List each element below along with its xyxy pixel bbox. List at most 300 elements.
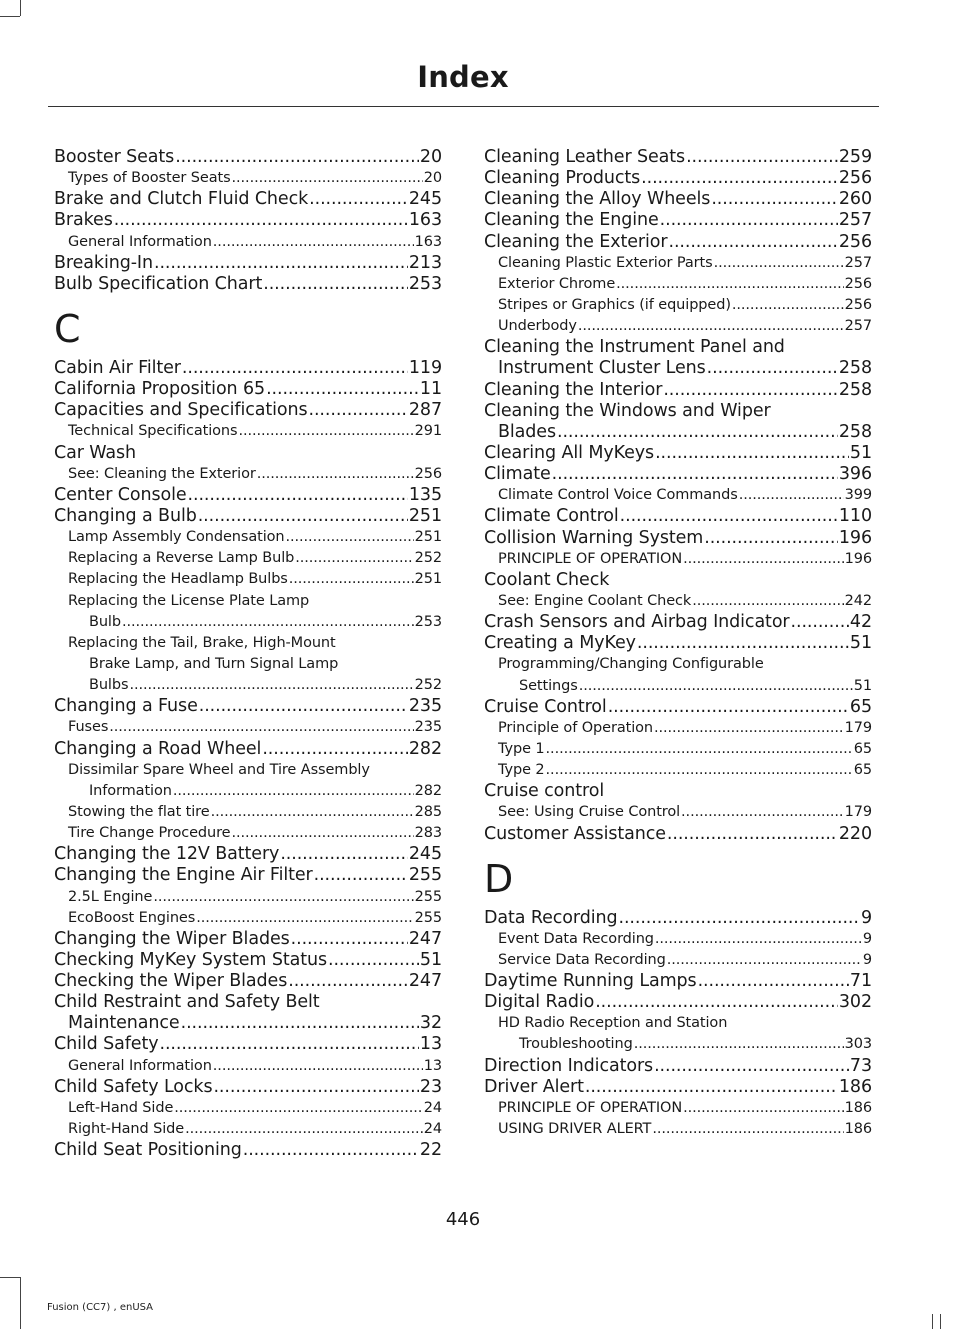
index-entry-page: 9 xyxy=(862,930,872,947)
index-entry-page: 253 xyxy=(408,273,442,294)
index-entry xyxy=(484,422,872,443)
index-entry-page: 291 xyxy=(414,423,442,440)
index-entry xyxy=(484,1119,872,1140)
index-entry-page: 23 xyxy=(419,1076,442,1097)
index-entry xyxy=(54,781,442,802)
dot-leader xyxy=(668,232,837,253)
index-entry xyxy=(54,908,442,929)
index-entry-text: Bulb Specification Chart xyxy=(54,273,263,294)
index-entry-text: Cruise Control xyxy=(484,696,607,717)
index-entry-page: 20 xyxy=(423,170,442,187)
dot-leader xyxy=(286,527,414,548)
index-entry-page: 51 xyxy=(849,442,872,463)
index-entry xyxy=(54,1034,442,1055)
dot-leader xyxy=(652,1119,843,1140)
dot-leader xyxy=(263,274,408,295)
dot-leader xyxy=(291,929,408,950)
index-entry-page: 51 xyxy=(419,949,442,970)
dot-leader xyxy=(175,147,419,168)
index-entry xyxy=(484,633,872,654)
index-entry-page: 20 xyxy=(419,147,442,167)
dot-leader xyxy=(585,1077,838,1098)
index-entry-page: 220 xyxy=(838,823,872,844)
index-entry-text: Changing the Engine Air Filter xyxy=(54,865,313,886)
index-entry-text: Replacing the License Plate Lamp xyxy=(68,592,310,609)
index-entry-page: 186 xyxy=(844,1099,872,1116)
dot-leader xyxy=(683,549,844,570)
index-entry-text: Stowing the flat tire xyxy=(68,803,210,820)
dot-leader xyxy=(557,422,838,443)
index-entry-page: 9 xyxy=(862,951,872,968)
index-entry-text: Instrument Cluster Lens xyxy=(498,358,706,379)
dot-leader xyxy=(654,1056,849,1077)
index-entry-page: 186 xyxy=(844,1121,872,1138)
index-entry-text: Digital Radio xyxy=(484,992,595,1013)
index-entry xyxy=(484,697,872,718)
index-column-right xyxy=(484,147,872,1140)
index-entry-text: Replacing the Tail, Brake, High-Mount xyxy=(68,634,336,651)
index-entry-text: Data Recording xyxy=(484,907,618,928)
index-entry-text: Replacing a Reverse Lamp Bulb xyxy=(68,550,295,567)
index-entry-page: 196 xyxy=(844,550,872,567)
index-entry-page: 24 xyxy=(423,1121,442,1138)
crop-mark-top-left-h xyxy=(0,16,20,17)
index-entry-text: Blades xyxy=(498,421,556,442)
index-entry xyxy=(54,400,442,421)
index-entry-page: 13 xyxy=(423,1057,442,1074)
index-entry-text: Booster Seats xyxy=(54,147,175,167)
index-entry xyxy=(484,485,872,506)
index-entry xyxy=(54,1098,442,1119)
index-entry xyxy=(54,506,442,527)
section-letter: D xyxy=(484,856,514,901)
index-entry-page: 186 xyxy=(838,1076,872,1097)
dot-leader xyxy=(655,929,862,950)
index-entry-page: 258 xyxy=(838,379,872,400)
dot-leader xyxy=(196,908,413,929)
index-entry-text: Coolant Check xyxy=(484,569,610,590)
index-entry-text: Climate Control xyxy=(484,506,619,527)
dot-leader xyxy=(683,1098,844,1119)
index-entry xyxy=(54,844,442,865)
index-entry xyxy=(54,1013,442,1034)
index-entry-text: Cleaning the Interior xyxy=(484,379,663,400)
index-entry xyxy=(484,971,872,992)
index-entry-page: 245 xyxy=(408,844,442,865)
index-entry-text: Technical Specifications xyxy=(68,423,238,440)
index-entry xyxy=(484,1077,872,1098)
index-entry xyxy=(484,232,872,253)
index-entry-text: See: Cleaning the Exterior xyxy=(68,465,256,482)
dot-leader xyxy=(641,168,838,189)
dot-leader xyxy=(663,380,838,401)
index-entry-text: Cleaning the Alloy Wheels xyxy=(484,189,711,210)
index-entry xyxy=(54,591,442,612)
index-entry-text: Changing a Fuse xyxy=(54,696,198,717)
index-entry-page: 24 xyxy=(423,1099,442,1116)
index-entry-page: 51 xyxy=(849,633,872,654)
index-entry-text: Cleaning Plastic Exterior Parts xyxy=(498,254,713,271)
index-entry-page: 251 xyxy=(414,571,442,588)
index-entry-page: 303 xyxy=(844,1036,872,1053)
index-entry xyxy=(484,591,872,612)
index-entry xyxy=(484,253,872,274)
index-entry xyxy=(54,696,442,717)
dot-leader xyxy=(309,400,408,421)
index-entry-page: 257 xyxy=(844,254,872,271)
index-entry xyxy=(54,443,442,464)
index-entry-page: 255 xyxy=(414,888,442,905)
crop-mark-bottom-right-v1 xyxy=(932,1314,933,1329)
index-entry-text: Collision Warning System xyxy=(484,527,704,548)
index-entry-text: Maintenance xyxy=(68,1013,180,1034)
title-divider xyxy=(48,106,879,107)
index-entry xyxy=(484,464,872,485)
index-entry-text: Cabin Air Filter xyxy=(54,357,181,378)
index-entry-text: Principle of Operation xyxy=(498,719,653,736)
crop-mark-bottom-left-v xyxy=(20,1277,21,1329)
index-entry-page: 247 xyxy=(408,928,442,949)
dot-leader xyxy=(739,485,844,506)
index-entry-page: 252 xyxy=(414,550,442,567)
index-entry xyxy=(484,718,872,739)
index-entry-page: 73 xyxy=(849,1055,872,1076)
dot-leader xyxy=(257,464,414,485)
index-entry xyxy=(484,295,872,316)
index-entry-page: 256 xyxy=(838,168,872,189)
index-entry-text: Brakes xyxy=(54,210,113,231)
dot-leader xyxy=(238,421,413,442)
dot-leader xyxy=(309,189,408,210)
index-entry xyxy=(54,379,442,400)
index-entry xyxy=(54,739,442,760)
dot-leader xyxy=(608,697,849,718)
dot-leader xyxy=(595,992,838,1013)
index-entry xyxy=(54,654,442,675)
index-entry xyxy=(54,992,442,1013)
index-entry-text: Type 2 xyxy=(498,762,545,779)
index-entry-page: 213 xyxy=(408,252,442,273)
index-entry xyxy=(54,1056,442,1077)
index-entry-text: California Proposition 65 xyxy=(54,379,266,400)
index-entry-text: Clearing All MyKeys xyxy=(484,442,655,463)
index-entry-page: 65 xyxy=(849,696,872,717)
footer-doc-id: Fusion (CC7) , enUSA xyxy=(47,1302,154,1313)
index-entry-text: Service Data Recording xyxy=(498,951,666,968)
dot-leader xyxy=(173,781,414,802)
dot-leader xyxy=(174,1098,422,1119)
index-entry-page: 282 xyxy=(414,782,442,799)
index-entry-text: PRINCIPLE OF OPERATION xyxy=(498,1099,683,1116)
index-entry-text: Changing a Bulb xyxy=(54,505,197,526)
dot-leader xyxy=(159,1034,418,1055)
index-entry xyxy=(54,358,442,379)
index-entry xyxy=(54,950,442,971)
index-entry xyxy=(54,823,442,844)
index-entry-page: 51 xyxy=(853,677,872,694)
index-entry xyxy=(484,739,872,760)
index-entry-text: Dissimilar Spare Wheel and Tire Assembly xyxy=(68,761,370,778)
index-entry-page: 258 xyxy=(838,421,872,442)
index-entry-text: Car Wash xyxy=(54,442,137,463)
index-entry-page: 163 xyxy=(408,210,442,231)
dot-leader xyxy=(114,210,408,231)
index-entry xyxy=(484,781,872,802)
dot-leader xyxy=(732,295,844,316)
index-entry xyxy=(484,337,872,358)
index-entry-page: 256 xyxy=(844,296,872,313)
index-entry-text: Types of Booster Seats xyxy=(68,170,231,187)
dot-leader xyxy=(243,1140,419,1161)
index-entry xyxy=(484,1056,872,1077)
index-entry xyxy=(54,232,442,253)
dot-leader xyxy=(266,379,419,400)
index-entry xyxy=(54,1077,442,1098)
index-entry-text: Cleaning the Exterior xyxy=(484,231,668,252)
dot-leader xyxy=(154,253,408,274)
dot-leader xyxy=(620,506,838,527)
index-entry xyxy=(54,929,442,950)
index-entry-page: 253 xyxy=(414,613,442,630)
index-entry-text: Crash Sensors and Airbag Indicator xyxy=(484,612,790,633)
dot-leader xyxy=(686,147,838,168)
index-entry xyxy=(54,253,442,274)
index-entry xyxy=(484,950,872,971)
crop-mark-bottom-right-v2 xyxy=(940,1314,941,1329)
index-entry xyxy=(484,274,872,295)
dot-leader xyxy=(181,1013,419,1034)
index-entry-page: 32 xyxy=(419,1013,442,1034)
index-entry xyxy=(54,485,442,506)
dot-leader xyxy=(634,1034,844,1055)
index-entry-page: 255 xyxy=(414,909,442,926)
index-entry xyxy=(484,380,872,401)
index-entry-text: Lamp Assembly Condensation xyxy=(68,529,285,546)
dot-leader xyxy=(232,823,414,844)
index-entry xyxy=(484,1098,872,1119)
index-entry-text: PRINCIPLE OF OPERATION xyxy=(498,550,683,567)
dot-leader xyxy=(714,253,844,274)
index-entry-page: 235 xyxy=(414,719,442,736)
index-entry-page: 282 xyxy=(408,738,442,759)
index-entry-text: Capacities and Specifications xyxy=(54,400,308,421)
index-entry xyxy=(484,1013,872,1034)
index-entry-text: Daytime Running Lamps xyxy=(484,971,697,992)
dot-leader xyxy=(654,718,844,739)
index-entry xyxy=(54,210,442,231)
index-entry-page: 256 xyxy=(414,465,442,482)
index-entry-page: 302 xyxy=(838,992,872,1013)
index-entry-text: Settings xyxy=(519,677,578,694)
index-entry xyxy=(54,464,442,485)
index-entry-text: Climate Control Voice Commands xyxy=(498,487,738,504)
dot-leader xyxy=(153,887,413,908)
index-entry-page: 65 xyxy=(853,762,872,779)
dot-leader xyxy=(122,612,414,633)
index-entry-text: EcoBoost Engines xyxy=(68,909,196,926)
dot-leader xyxy=(213,232,414,253)
index-entry-text: Brake and Clutch Fluid Check xyxy=(54,189,309,210)
dot-leader xyxy=(213,1056,423,1077)
index-entry xyxy=(484,549,872,570)
index-entry xyxy=(484,676,872,697)
dot-leader xyxy=(707,358,838,379)
index-entry xyxy=(484,1034,872,1055)
index-entry-text: Cleaning Products xyxy=(484,168,641,189)
index-entry xyxy=(484,443,872,464)
index-entry xyxy=(54,527,442,548)
index-entry-page: 135 xyxy=(408,484,442,505)
index-entry-text: Right-Hand Side xyxy=(68,1121,185,1138)
index-entry-text: Underbody xyxy=(498,318,577,335)
index-entry-page: 119 xyxy=(408,357,442,378)
crop-mark-top-left-v xyxy=(20,0,21,16)
index-entry-page: 283 xyxy=(414,825,442,842)
index-entry-page: 245 xyxy=(408,189,442,210)
dot-leader xyxy=(328,950,419,971)
index-entry-text: Cleaning the Windows and Wiper xyxy=(484,400,771,421)
index-entry-text: Troubleshooting xyxy=(519,1036,633,1053)
index-entry xyxy=(484,401,872,422)
index-entry-text: HD Radio Reception and Station xyxy=(498,1015,728,1032)
index-entry-text: Driver Alert xyxy=(484,1076,584,1097)
dot-leader xyxy=(185,1119,423,1140)
index-entry-text: Information xyxy=(89,782,172,799)
index-entry-text: Checking MyKey System Status xyxy=(54,949,327,970)
dot-leader xyxy=(637,633,849,654)
index-entry-text: Checking the Wiper Blades xyxy=(54,971,288,992)
index-entry-page: 251 xyxy=(414,529,442,546)
index-entry-text: Child Restraint and Safety Belt xyxy=(54,992,320,1013)
dot-leader xyxy=(698,971,849,992)
dot-leader xyxy=(711,189,838,210)
dot-leader xyxy=(182,358,408,379)
dot-leader xyxy=(546,739,853,760)
index-entry xyxy=(484,929,872,950)
index-entry-text: Changing the Wiper Blades xyxy=(54,928,290,949)
index-entry xyxy=(54,633,442,654)
index-entry-page: 259 xyxy=(838,147,872,167)
index-entry-text: Event Data Recording xyxy=(498,930,654,947)
index-entry-page: 285 xyxy=(414,803,442,820)
index-entry-text: Child Safety Locks xyxy=(54,1076,213,1097)
index-entry-page: 22 xyxy=(419,1140,442,1161)
index-entry-text: Cleaning Leather Seats xyxy=(484,147,686,167)
index-entry-text: Replacing the Headlamp Bulbs xyxy=(68,571,288,588)
index-entry-page: 179 xyxy=(844,719,872,736)
index-entry xyxy=(484,570,872,591)
dot-leader xyxy=(667,824,838,845)
index-entry xyxy=(54,612,442,633)
index-entry-page: 42 xyxy=(849,612,872,633)
index-entry-text: Bulb xyxy=(89,613,121,630)
index-entry-text: Exterior Chrome xyxy=(498,275,616,292)
index-entry xyxy=(484,760,872,781)
dot-leader xyxy=(280,844,408,865)
index-entry xyxy=(54,971,442,992)
dot-leader xyxy=(129,675,413,696)
index-entry-text: Bulbs xyxy=(89,677,129,694)
index-entry-page: 256 xyxy=(838,231,872,252)
index-entry xyxy=(54,147,442,168)
page-title: Index xyxy=(417,60,509,94)
index-entry-text: Cruise control xyxy=(484,781,605,802)
dot-leader xyxy=(314,865,408,886)
index-entry xyxy=(54,675,442,696)
index-entry-page: 256 xyxy=(844,275,872,292)
index-entry xyxy=(484,612,872,633)
index-entry-text: Changing a Road Wheel xyxy=(54,738,262,759)
index-entry-text: Cleaning the Instrument Panel and xyxy=(484,337,785,358)
index-entry-text: USING DRIVER ALERT xyxy=(498,1121,652,1138)
dot-leader xyxy=(199,696,408,717)
dot-leader xyxy=(618,908,859,929)
dot-leader xyxy=(616,274,843,295)
dot-leader xyxy=(262,739,408,760)
index-entry-text: See: Engine Coolant Check xyxy=(498,592,692,609)
index-entry-page: 257 xyxy=(838,210,872,231)
index-entry-text: Fuses xyxy=(68,719,109,736)
index-entry-page: 71 xyxy=(849,971,872,992)
index-entry xyxy=(54,548,442,569)
dot-leader xyxy=(109,717,413,738)
index-entry-page: 179 xyxy=(844,804,872,821)
index-entry-page: 11 xyxy=(419,379,442,400)
dot-leader xyxy=(188,485,408,506)
index-entry-text: Programming/Changing Configurable xyxy=(498,656,764,673)
dot-leader xyxy=(655,443,849,464)
index-entry-page: 235 xyxy=(408,696,442,717)
dot-leader xyxy=(579,676,853,697)
index-entry-text: Child Safety xyxy=(54,1034,159,1055)
index-entry-text: Creating a MyKey xyxy=(484,633,636,654)
dot-leader xyxy=(232,168,423,189)
index-entry-text: General Information xyxy=(68,233,212,250)
index-entry-page: 247 xyxy=(408,971,442,992)
index-entry xyxy=(54,189,442,210)
index-entry-page: 287 xyxy=(408,400,442,421)
index-entry xyxy=(484,654,872,675)
dot-leader xyxy=(213,1077,418,1098)
index-entry-text: Center Console xyxy=(54,484,187,505)
index-entry-page: 258 xyxy=(838,358,872,379)
crop-mark-bottom-left-h xyxy=(0,1277,20,1278)
index-entry-text: Type 1 xyxy=(498,740,545,757)
index-entry-page: 260 xyxy=(838,189,872,210)
index-entry-text: Child Seat Positioning xyxy=(54,1140,242,1161)
index-entry xyxy=(54,274,442,295)
index-entry-page: 396 xyxy=(838,464,872,485)
index-entry-text: Climate xyxy=(484,464,551,485)
dot-leader xyxy=(660,210,838,231)
dot-leader xyxy=(667,950,862,971)
index-entry xyxy=(54,1140,442,1161)
index-entry xyxy=(484,316,872,337)
index-entry-page: 163 xyxy=(414,233,442,250)
index-entry xyxy=(54,802,442,823)
index-entry-text: Stripes or Graphics (if equipped) xyxy=(498,296,731,313)
index-entry xyxy=(484,358,872,379)
index-entry xyxy=(484,824,872,845)
index-entry-text: Cleaning the Engine xyxy=(484,210,659,231)
index-entry xyxy=(484,147,872,168)
index-entry-text: Direction Indicators xyxy=(484,1055,654,1076)
dot-leader xyxy=(552,464,838,485)
index-entry-text: Changing the 12V Battery xyxy=(54,844,280,865)
index-entry xyxy=(484,168,872,189)
dot-leader xyxy=(578,316,844,337)
index-entry xyxy=(484,992,872,1013)
